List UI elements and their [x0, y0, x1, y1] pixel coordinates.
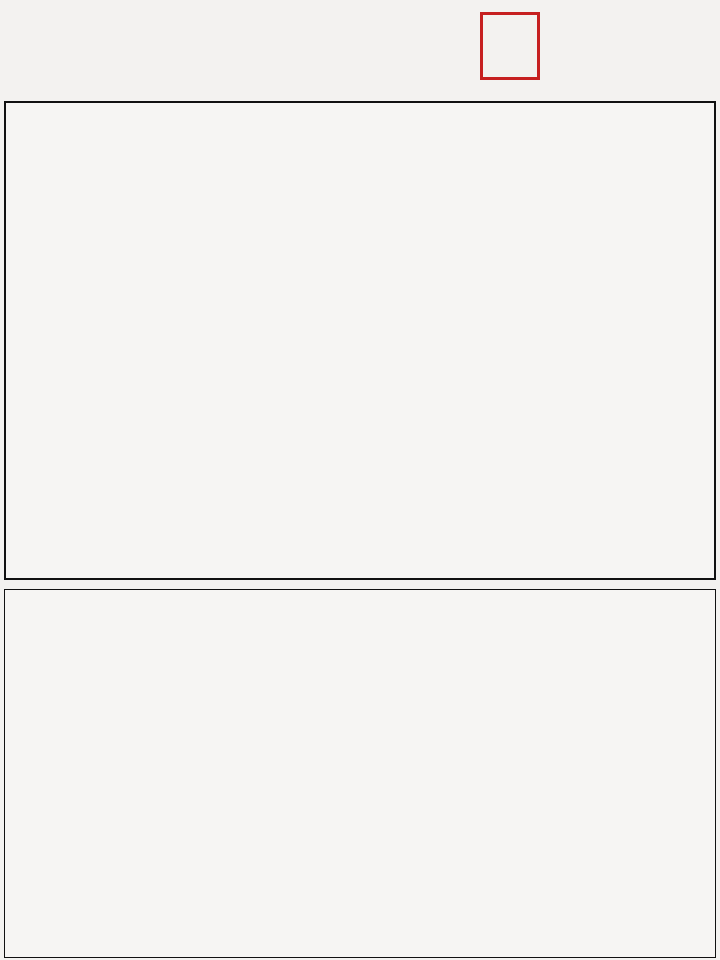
logo-seal: [480, 12, 540, 80]
year-table: [4, 589, 716, 958]
qr-code-icon: [378, 20, 448, 90]
pillar-grid: [4, 101, 716, 580]
